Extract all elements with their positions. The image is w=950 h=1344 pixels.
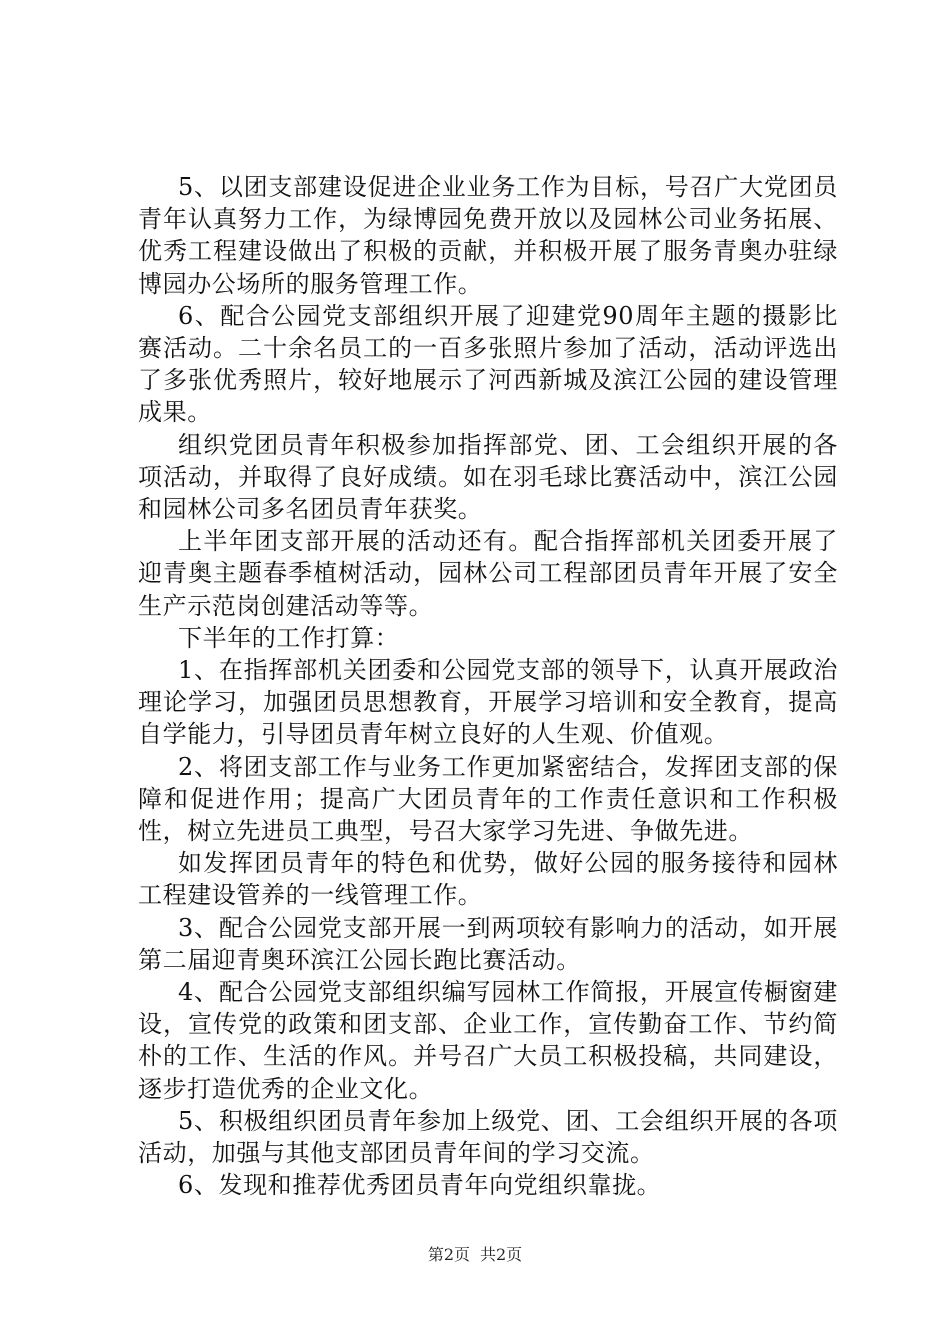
paragraph-5-heading: 下半年的工作打算：	[178, 623, 400, 652]
page-number-current: 第2页	[427, 1245, 470, 1264]
paragraph-7: 2、将团支部工作与业务工作更加紧密结合，发挥团支部的保障和促进作用；提高广大团员青年的工作责任意识和工作积极性，树立先进员工典型，号召大家学习先进、争做先进。	[138, 752, 838, 846]
paragraph-2: 6、配合公园党支部组织开展了迎建党90周年主题的摄影比赛活动。二十余名员工的一百多张照片参加了活动，活动评选出了多张优秀照片，较好地展示了河西新城及滨江公园的建设管理成果。	[138, 301, 838, 427]
paragraph-6: 1、在指挥部机关团委和公园党支部的领导下，认真开展政治理论学习，加强团员思想教育，开展学习培训和安全教育，提高自学能力，引导团员青年树立良好的人生观、价值观。	[138, 656, 838, 749]
document-body	[138, 171, 838, 1202]
paragraph-12: 6、发现和推荐优秀团员青年向党组织靠拢。	[178, 1171, 662, 1200]
page-footer	[0, 1244, 950, 1266]
page-number-total: 共2页	[480, 1245, 523, 1264]
paragraph-11: 5、积极组织团员青年参加上级党、团、工会组织开展的各项活动，加强与其他支部团员青年间的学习交流。	[138, 1106, 838, 1168]
paragraph-10: 4、配合公园党支部组织编写园林工作简报，开展宣传橱窗建设，宣传党的政策和团支部、企业工作，宣传勤奋工作、节约简朴的工作、生活的作风。并号召广大员工积极投稿，共同建设，逐步打造优秀的企业文化。	[138, 978, 838, 1103]
paragraph-9: 3、配合公园党支部开展一到两项较有影响力的活动，如开展第二届迎青奥环滨江公园长跑比赛活动。	[138, 913, 838, 974]
paragraph-4: 上半年团支部开展的活动还有。配合指挥部机关团委开展了迎青奥主题春季植树活动，园林公司工程部团员青年开展了安全生产示范岗创建活动等等。	[138, 527, 838, 620]
paragraph-8: 如发挥团员青年的特色和优势，做好公园的服务接待和园林工程建设管养的一线管理工作。	[138, 849, 838, 910]
paragraph-1: 5、以团支部建设促进企业业务工作为目标，号召广大党团员青年认真努力工作，为绿博园免费开放以及园林公司业务拓展、优秀工程建设做出了积极的贡献，并积极开展了服务青奥办驻绿博园办公场所的服务管理工作。	[138, 173, 838, 298]
paragraph-3: 组织党团员青年积极参加指挥部党、团、工会组织开展的各项活动，并取得了良好成绩。如在羽毛球比赛活动中，滨江公园和园林公司多名团员青年获奖。	[138, 430, 838, 524]
